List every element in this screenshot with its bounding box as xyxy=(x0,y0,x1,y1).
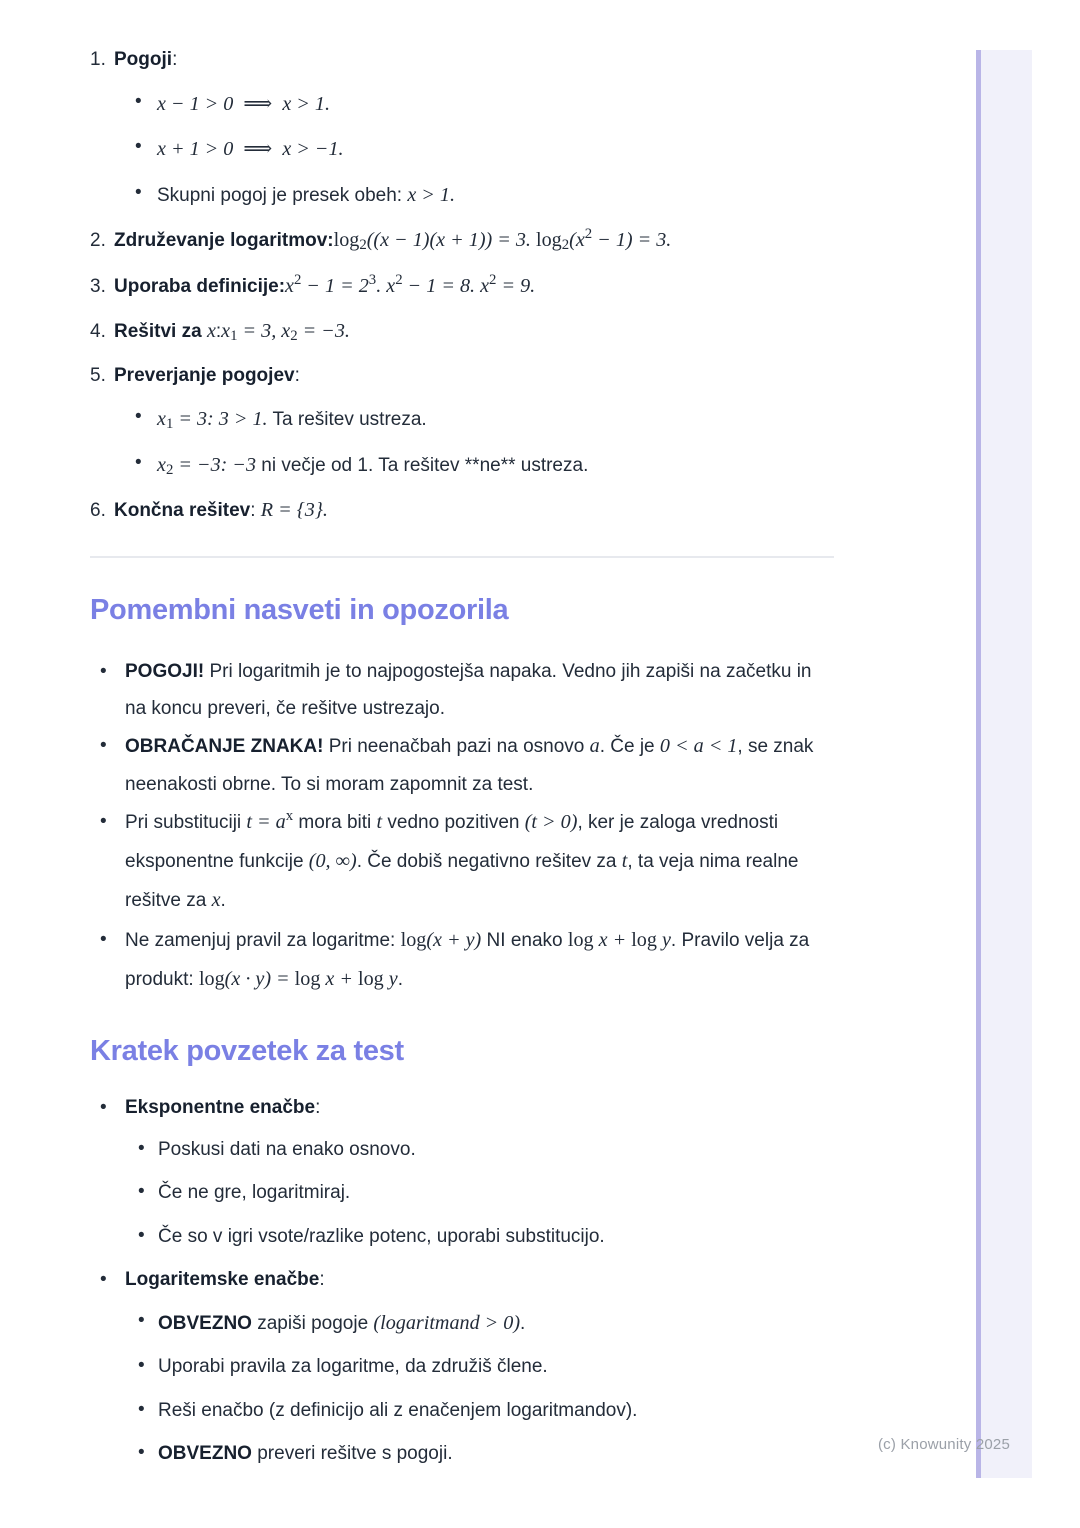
text-segment: 1 xyxy=(230,327,238,344)
text-segment: − 1) = 3. xyxy=(592,229,672,251)
group-logaritemske-enacbe xyxy=(90,1266,834,1469)
text-segment: log xyxy=(358,967,389,990)
step-1-pogoji xyxy=(90,46,834,210)
text-segment: 2 xyxy=(290,327,298,344)
text-segment: preveri rešitve s pogoji. xyxy=(251,1443,453,1465)
step-number: 1. xyxy=(90,49,106,70)
step-text xyxy=(114,225,672,253)
text-segment: Pri substituciji xyxy=(125,811,247,833)
text-segment: . x xyxy=(376,274,396,297)
text-segment: . xyxy=(397,968,403,990)
text-segment: x xyxy=(157,453,166,476)
text-segment: 2 xyxy=(165,461,174,478)
text-segment: Uporaba definicije: xyxy=(114,275,286,297)
list-item xyxy=(138,1440,834,1469)
text-segment: OBRAČANJE ZNAKA! xyxy=(125,735,324,757)
text-segment: Uporabi pravila za logaritme, da združiš člene. xyxy=(158,1356,548,1378)
tip-obracanje-znaka xyxy=(90,727,834,803)
step-6-koncna xyxy=(90,495,834,526)
text-segment: 2 xyxy=(489,271,497,288)
text-segment: : xyxy=(250,500,261,521)
step-1-sublist xyxy=(90,89,834,211)
tips-list xyxy=(90,653,834,1000)
text-segment: x xyxy=(211,889,221,912)
text-segment: t xyxy=(621,850,628,873)
text-segment: Rešitvi za xyxy=(114,321,207,342)
text-segment: 1 xyxy=(165,415,174,432)
text-segment: Če ne gre, logaritmiraj. xyxy=(158,1182,351,1204)
group-heading xyxy=(125,1097,320,1118)
text-segment: x + 1 > 0 ⟹ x > −1. xyxy=(157,138,344,160)
text-segment: , ker je zaloga vrednosti eksponentne funkcije xyxy=(125,811,779,873)
text-segment: (x · y) = xyxy=(224,967,295,990)
list-item xyxy=(135,134,834,165)
text-segment: Če so v igri vsote/razlike potenc, uporabi substitucijo. xyxy=(158,1225,605,1247)
step-number: 5. xyxy=(90,364,106,386)
text-segment: x > 1. xyxy=(407,183,456,206)
list-item xyxy=(135,180,834,211)
text-segment: : xyxy=(172,49,178,70)
text-segment: ni večje od 1. Ta rešitev **ne** ustreza. xyxy=(256,454,589,476)
text-segment: t xyxy=(376,810,383,833)
step-text xyxy=(114,49,177,70)
text-segment: 2 xyxy=(293,271,302,288)
text-segment: log xyxy=(631,928,662,951)
text-segment: t = a xyxy=(246,810,286,833)
text-segment: = −3. xyxy=(297,320,350,342)
text-segment: x + xyxy=(598,928,632,951)
text-segment: zapiši pogoje xyxy=(251,1312,374,1334)
list-item xyxy=(138,1308,834,1339)
section-title-povzetek: Kratek povzetek za test xyxy=(90,1035,404,1068)
tip-substitucija xyxy=(90,803,834,921)
step-number: 3. xyxy=(90,275,106,297)
text-segment: a xyxy=(589,734,600,757)
text-segment: Pri neenačbah pazi na osnovo xyxy=(323,735,590,757)
text-segment: (x xyxy=(569,229,585,251)
text-segment: Ne zamenjuj pravil za logaritme: xyxy=(125,929,401,951)
text-segment: Končna rešitev xyxy=(114,500,251,521)
text-segment: log xyxy=(400,928,427,951)
step-2-zdruzevanje xyxy=(90,225,834,256)
list-item xyxy=(138,1136,834,1165)
text-segment: . xyxy=(520,1312,526,1334)
text-segment: (x + y) xyxy=(426,928,482,951)
text-segment: : xyxy=(294,364,300,386)
text-segment: 0 < a < 1 xyxy=(659,734,738,757)
step-number: 2. xyxy=(90,230,106,251)
text-segment: x xyxy=(206,320,216,342)
text-segment: 2 xyxy=(395,271,403,288)
step-3-definicija xyxy=(90,271,834,302)
text-segment: : xyxy=(315,1097,321,1119)
text-segment: x − 1 > 0 ⟹ x > 1. xyxy=(157,92,330,115)
list-item xyxy=(138,1353,834,1382)
step-text xyxy=(114,365,300,386)
text-segment: Pogoji xyxy=(114,49,173,70)
text-segment: − 1 = 8. x xyxy=(402,274,490,297)
summary-list xyxy=(90,1094,834,1469)
group-eksponentne-sublist xyxy=(125,1136,834,1252)
step-5-sublist xyxy=(90,404,834,480)
text-segment: . Če dobiš negativno rešitev za xyxy=(356,851,622,873)
group-logaritemske-sublist xyxy=(125,1308,834,1469)
text-segment: = 3: 3 > 1. xyxy=(173,408,268,430)
step-4-resitvi xyxy=(90,316,834,347)
step-text xyxy=(114,500,328,521)
text-segment: = 3, x xyxy=(237,320,291,342)
text-segment: 2 xyxy=(359,236,367,253)
text-segment: x xyxy=(221,320,231,342)
text-segment: (t > 0) xyxy=(524,810,578,833)
text-segment: 2 xyxy=(584,225,593,242)
copyright-footer: (c) Knowunity 2025 xyxy=(877,1436,1010,1453)
text-segment: log xyxy=(567,928,599,951)
text-segment: = 9. xyxy=(496,274,536,297)
solution-steps-list xyxy=(90,46,834,526)
text-segment: , se znak neenakosti obrne. To si moram zapomnit za test. xyxy=(125,735,814,795)
text-segment: NI enako xyxy=(481,929,568,951)
list-item xyxy=(138,1223,834,1252)
text-segment: = −3: −3 xyxy=(173,453,257,476)
text-segment: : xyxy=(319,1269,325,1291)
text-segment: (logaritmand > 0) xyxy=(373,1311,521,1334)
section-title-nasveti: Pomembni nasveti in opozorila xyxy=(90,593,509,626)
text-segment: x xyxy=(285,807,294,824)
section-divider xyxy=(90,556,834,558)
list-item xyxy=(135,450,834,481)
tip-pogoji xyxy=(90,653,834,727)
tip-pravila-logaritmov xyxy=(90,921,834,1000)
text-segment: Logaritemske enačbe xyxy=(125,1269,320,1291)
list-item xyxy=(138,1397,834,1426)
text-segment: : xyxy=(215,321,222,342)
list-item xyxy=(135,404,834,435)
text-segment: , ta veja nima realne rešitve za xyxy=(125,851,799,912)
text-segment: OBVEZNO xyxy=(158,1312,252,1334)
text-segment: . Če je xyxy=(599,735,660,757)
group-heading xyxy=(125,1269,325,1290)
document-content xyxy=(90,46,834,1484)
text-segment: log xyxy=(294,967,326,990)
text-segment: mora biti xyxy=(293,811,377,833)
text-segment: log xyxy=(536,229,562,251)
step-number: 4. xyxy=(90,321,106,342)
text-segment: x xyxy=(157,408,166,430)
text-segment: Pri logaritmih je to najpogostejša napaka. Vedno jih zapiši na začetku in na koncu preveri, če rešitve ustrezajo. xyxy=(125,660,812,719)
text-segment: POGOJI! xyxy=(125,660,205,682)
text-segment: y xyxy=(661,928,671,951)
text-segment: log xyxy=(333,229,360,251)
text-segment: Skupni pogoj je presek obeh: xyxy=(157,184,408,206)
text-segment: y xyxy=(388,967,398,990)
text-segment: log xyxy=(198,967,225,990)
text-segment: − 1 = 2 xyxy=(301,274,369,297)
text-segment: R = {3}. xyxy=(260,499,328,521)
step-5-preverjanje xyxy=(90,362,834,481)
list-item xyxy=(138,1179,834,1208)
text-segment: ((x − 1)(x + 1)) = 3. xyxy=(366,229,536,251)
list-item xyxy=(135,89,834,120)
text-segment: 2 xyxy=(561,236,570,253)
text-segment: x xyxy=(285,274,294,297)
group-eksponentne-enacbe xyxy=(90,1094,834,1251)
text-segment: Poskusi dati na enako osnovo. xyxy=(158,1138,416,1160)
text-segment: Preverjanje pogojev xyxy=(114,364,295,386)
text-segment: Združevanje logaritmov: xyxy=(114,230,334,251)
text-segment: Eksponentne enačbe xyxy=(125,1097,316,1119)
next-page-edge xyxy=(976,50,1032,1478)
text-segment: x + xyxy=(325,967,358,990)
text-segment: vedno pozitiven xyxy=(382,811,525,833)
text-segment: . xyxy=(220,890,226,912)
text-segment: (0, ∞) xyxy=(308,850,357,873)
text-segment: OBVEZNO xyxy=(158,1443,252,1465)
text-segment: . Pravilo velja za produkt: xyxy=(125,929,810,990)
text-segment: Ta rešitev ustreza. xyxy=(267,409,427,430)
text-segment: 3 xyxy=(368,271,377,288)
step-text xyxy=(114,321,350,342)
text-segment: Reši enačbo (z definicijo ali z enačenjem logaritmandov). xyxy=(158,1399,638,1421)
step-text xyxy=(114,271,536,297)
step-number: 6. xyxy=(90,500,106,521)
